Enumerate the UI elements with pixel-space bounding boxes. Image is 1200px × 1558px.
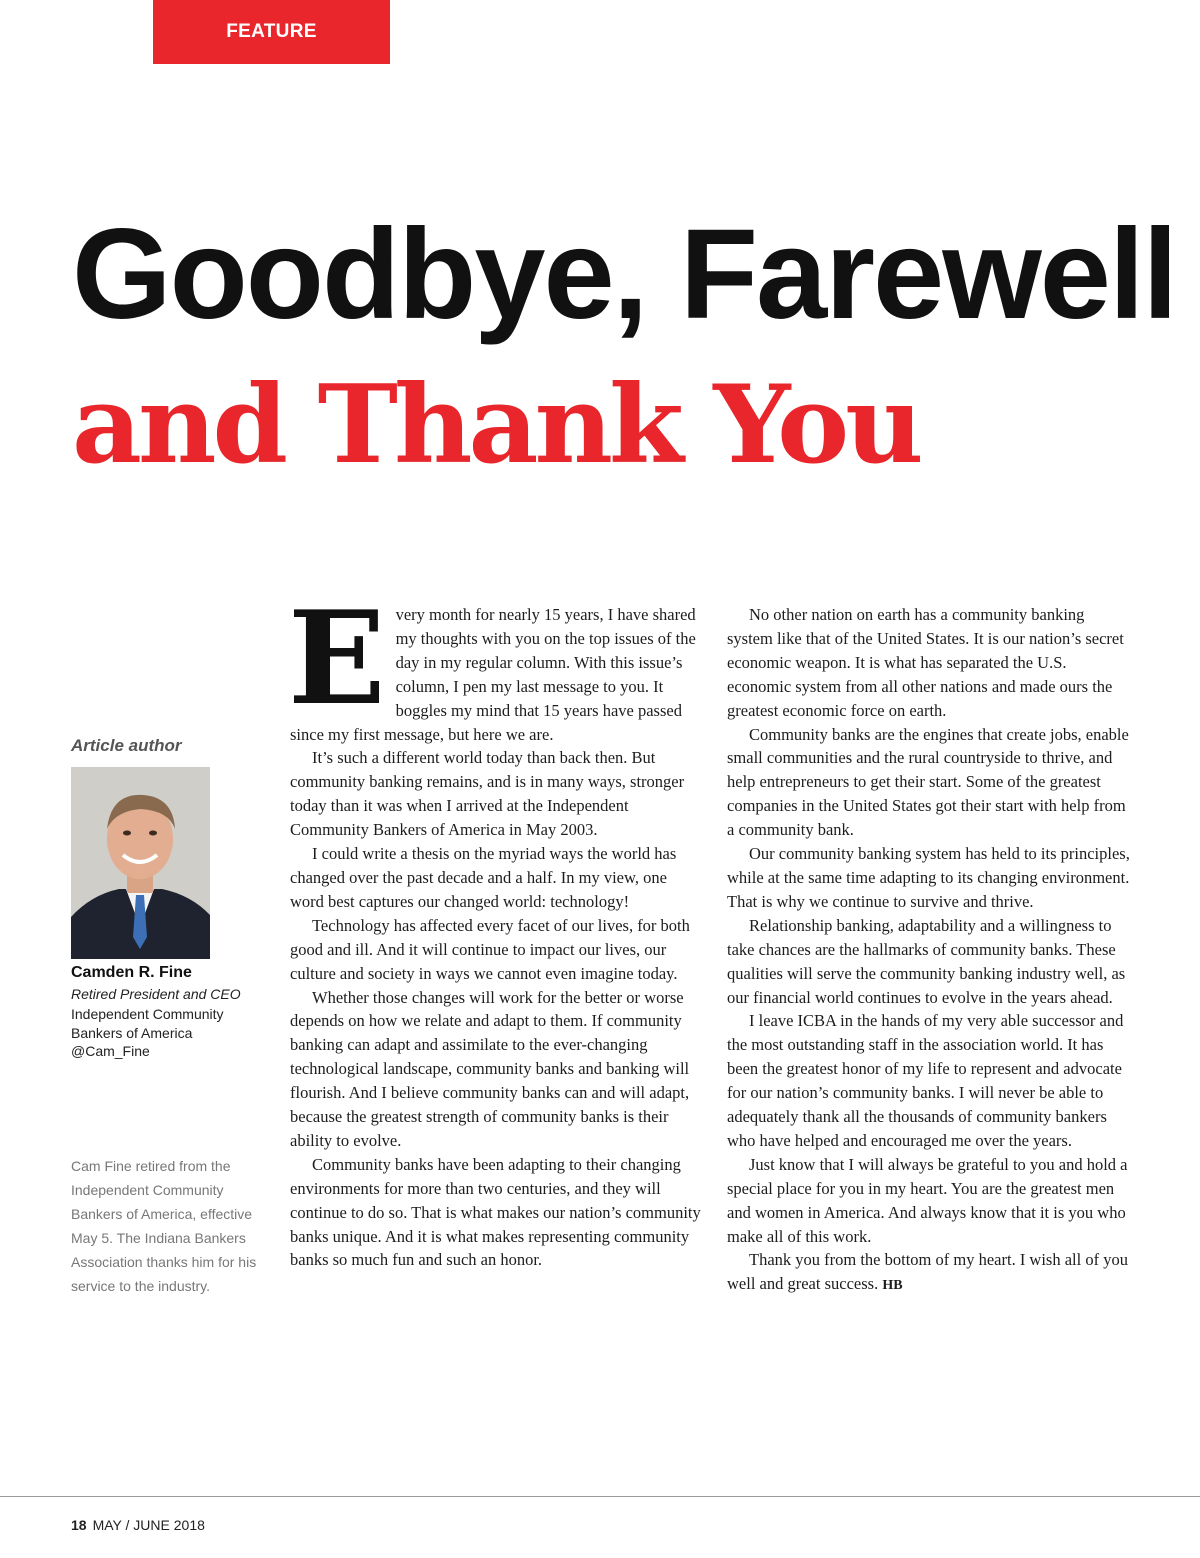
article-paragraph: Relationship banking, adaptability and a willingness to take chances are the hallmarks of community banks. These qualities will serve the community banking industry well, as our financial world continues to evolve in the years ahead. [727, 915, 1126, 1007]
footer-divider [0, 1496, 1200, 1497]
article-author-label: Article author [71, 736, 182, 755]
author-name: Camden R. Fine [71, 964, 192, 981]
author-photo [71, 767, 210, 959]
drop-cap: E [288, 584, 386, 734]
article-paragraph: I leave ICBA in the hands of my very able successor and the most outstanding staff in the association world. It has been the greatest honor of my life to represent and advocate for our nation’s community banks. I will never be able to adequately thank all the thousands of community bankers who have helped and encouraged me over the years. [727, 1011, 1124, 1150]
article-paragraph: Technology has affected every facet of our lives, for both good and ill. And it will continue to impact our lives, our culture and society in ways we cannot even imagine today. [290, 915, 690, 983]
article-paragraph [727, 1248, 1132, 1298]
headline-line-2: and Thank You [72, 362, 920, 488]
article-paragraph: I could write a thesis on the myriad ways the world has changed over the past decade and a half. In my view, one word best captures our changed world: technology! [290, 844, 677, 911]
article-paragraph [288, 584, 702, 746]
article-paragraph: Our community banking system has held to its principles, while at the same time adapting to its changing environment. That is why we continue to survive and thrive. [727, 844, 1130, 911]
section-label: FEATURE [153, 0, 390, 64]
retirement-note: Cam Fine retired from the Independent Community Bankers of America, effective May 5. The Indiana Bankers Association thanks him for his service to the industry. [71, 1158, 257, 1294]
article-column-2 [727, 603, 1132, 1298]
article-column-1 [288, 584, 702, 1272]
article-paragraph: Whether those changes will work for the better or worse depends on how we relate and adapt to them. If community banking can adapt and assimilate to the ever-changing technological landscape, community banks and banking will flourish. And I believe community banks can and will adapt, because the greatest strength of community banks is their ability to evolve. [290, 987, 690, 1150]
article-paragraph: Community banks are the engines that create jobs, enable small communities and the rural countryside to thrive, and help entrepreneurs to get their start. Some of the greatest companies in the United States got their start with help from a community bank. [727, 724, 1129, 840]
article-paragraph: No other nation on earth has a community banking system like that of the United States. It is our nation’s secret economic weapon. It is what has separated the U.S. economic system from all other nations and made ours the greatest economic force on earth. [727, 605, 1124, 720]
page-footer [71, 1517, 205, 1533]
article-paragraph: Community banks have been adapting to their changing environments for more than two centuries, and they will continue to do so. That is what makes our nation’s community banks unique. And it is what makes representing community banks so much fun and such an honor. [290, 1154, 701, 1270]
issue-date: MAY / JUNE 2018 [92, 1517, 205, 1533]
author-handle[interactable]: @Cam_Fine [71, 1043, 150, 1059]
article-paragraph: Just know that I will always be grateful to you and hold a special place for you in my heart. You are the greatest men and women in America. And always know that it is you who make all of this work. [727, 1154, 1128, 1246]
headline-line-1: Goodbye, Farewell [72, 203, 1177, 346]
author-organization: Independent Community Bankers of America [71, 1006, 224, 1041]
paragraph-text: Thank you from the bottom of my heart. I wish all of you well and great success. [727, 1250, 1128, 1294]
signoff-mark: HB [882, 1278, 903, 1294]
paragraph-text: very month for nearly 15 years, I have shared my thoughts with you on the top issues of the day in my regular column. With this issue’s column, I pen my last message to you. It boggles my mind that 15 years have passed since my first message, but here we are. [290, 605, 696, 744]
article-paragraph: It’s such a different world today than back then. But community banking remains, and is in many ways, stronger today than it was when I arrived at the Independent Community Bankers of America in May 2003. [290, 748, 685, 840]
author-role: Retired President and CEO [71, 986, 241, 1002]
page-number: 18 [71, 1517, 87, 1533]
